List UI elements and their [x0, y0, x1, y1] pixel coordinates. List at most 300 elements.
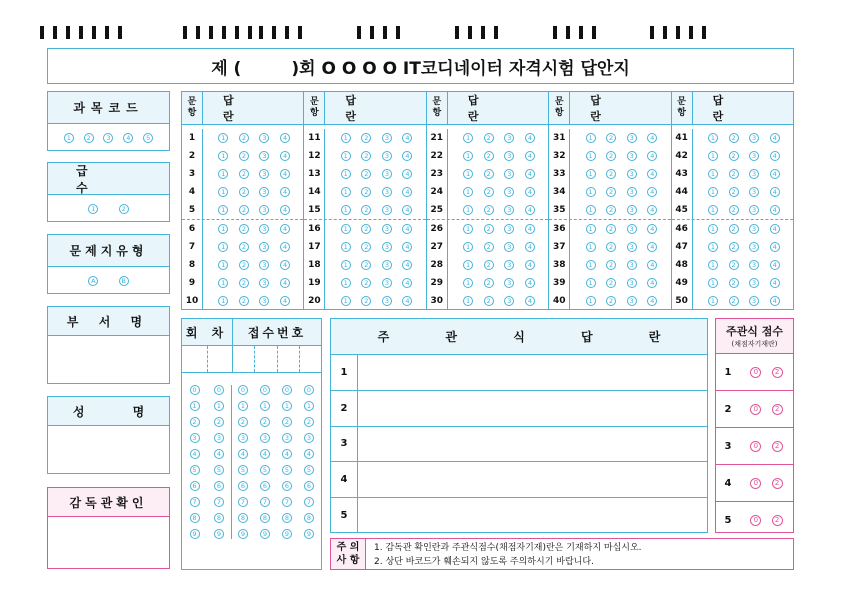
answer-bubble[interactable]: 3 — [749, 133, 759, 143]
answer-bubble[interactable]: 2 — [729, 296, 739, 306]
digit-bubble[interactable]: 8 — [304, 513, 314, 523]
answer-bubble[interactable]: 3 — [504, 151, 514, 161]
digit-bubble[interactable]: 0 — [190, 385, 200, 395]
answer-bubble[interactable]: 2 — [484, 133, 494, 143]
digit-bubble[interactable]: 6 — [304, 481, 314, 491]
answer-bubble[interactable]: 4 — [402, 187, 412, 197]
answer-bubble[interactable]: 1 — [218, 278, 228, 288]
question-number: 31 — [549, 129, 570, 147]
answer-bubble[interactable]: 1 — [218, 242, 228, 252]
answer-bubble[interactable]: 3 — [749, 169, 759, 179]
answer-bubble[interactable]: 3 — [627, 278, 637, 288]
answer-bubble[interactable]: 3 — [504, 260, 514, 270]
answer-bubble[interactable]: 3 — [382, 205, 392, 215]
answer-bubble[interactable]: 3 — [627, 205, 637, 215]
digit-bubble[interactable]: 7 — [304, 497, 314, 507]
answer-bubble[interactable]: 3 — [382, 224, 392, 234]
subjective-answer-field[interactable] — [358, 355, 707, 390]
answer-bubble[interactable]: 2 — [606, 296, 616, 306]
answer-bubble[interactable]: 1 — [218, 224, 228, 234]
answer-bubble[interactable]: 1 — [341, 296, 351, 306]
answer-bubble[interactable]: 1 — [463, 169, 473, 179]
answer-bubble[interactable]: 1 — [586, 151, 596, 161]
answer-bubble[interactable]: 3 — [749, 151, 759, 161]
answer-bubble[interactable]: 4 — [402, 278, 412, 288]
digit-bubble[interactable]: 3 — [238, 433, 248, 443]
digit-bubble[interactable]: 2 — [190, 417, 200, 427]
answer-bubble[interactable]: 1 — [463, 296, 473, 306]
answer-bubble[interactable]: 2 — [239, 169, 249, 179]
answer-bubble[interactable]: 4 — [402, 169, 412, 179]
answer-bubble[interactable]: 1 — [708, 224, 718, 234]
answer-bubble[interactable]: 4 — [280, 187, 290, 197]
subjective-answer-field[interactable] — [358, 391, 707, 426]
answer-bubble[interactable]: 1 — [586, 133, 596, 143]
answer-bubble[interactable]: 2 — [484, 151, 494, 161]
answer-bubble[interactable]: 4 — [525, 278, 535, 288]
answer-bubble[interactable]: 4 — [525, 187, 535, 197]
digit-bubble[interactable]: 4 — [238, 449, 248, 459]
answer-bubble[interactable]: 3 — [749, 224, 759, 234]
answer-bubble[interactable]: 2 — [361, 224, 371, 234]
answer-bubble[interactable]: 1 — [463, 260, 473, 270]
score-bubble[interactable]: 2 — [772, 404, 783, 415]
answer-bubble[interactable]: 3 — [259, 169, 269, 179]
digit-bubble[interactable]: 2 — [304, 417, 314, 427]
answer-bubble[interactable]: 1 — [218, 151, 228, 161]
digit-bubble[interactable]: 8 — [214, 513, 224, 523]
answer-bubble[interactable]: 2 — [484, 187, 494, 197]
score-bubble[interactable]: 2 — [772, 441, 783, 452]
answer-bubble[interactable]: 2 — [361, 169, 371, 179]
answer-bubble[interactable]: 4 — [647, 260, 657, 270]
digit-bubble[interactable]: 9 — [260, 529, 270, 539]
answer-bubble[interactable]: 2 — [239, 133, 249, 143]
answer-bubble[interactable]: 3 — [259, 296, 269, 306]
answer-bubble[interactable]: 1 — [708, 205, 718, 215]
digit-bubble[interactable]: 6 — [260, 481, 270, 491]
digit-bubble[interactable]: 6 — [214, 481, 224, 491]
answer-bubble[interactable]: 4 — [402, 260, 412, 270]
answer-bubble[interactable]: 2 — [484, 205, 494, 215]
answer-bubble[interactable]: 2 — [484, 296, 494, 306]
answer-bubble[interactable]: 4 — [402, 242, 412, 252]
answer-bubble[interactable]: 2 — [484, 169, 494, 179]
digit-bubble[interactable]: 6 — [282, 481, 292, 491]
answer-bubble[interactable]: 1 — [586, 260, 596, 270]
digit-bubble[interactable]: 1 — [260, 401, 270, 411]
digit-bubble[interactable]: 5 — [238, 465, 248, 475]
answer-bubble[interactable]: 4 — [525, 260, 535, 270]
digit-bubble[interactable]: 9 — [214, 529, 224, 539]
answer-bubble[interactable]: 3 — [382, 260, 392, 270]
answer-bubble[interactable]: 3 — [504, 187, 514, 197]
answer-bubble[interactable]: 2 — [729, 169, 739, 179]
answer-bubble[interactable]: 1 — [586, 224, 596, 234]
answer-bubble[interactable]: 4 — [647, 169, 657, 179]
answer-bubble[interactable]: 4 — [770, 151, 780, 161]
answer-bubble[interactable]: 2 — [606, 260, 616, 270]
digit-bubble[interactable]: 5 — [260, 465, 270, 475]
answer-bubble[interactable]: 4 — [770, 278, 780, 288]
digit-bubble[interactable]: 0 — [282, 385, 292, 395]
answer-bubble[interactable]: 1 — [708, 278, 718, 288]
answer-bubble[interactable]: 1 — [708, 242, 718, 252]
digit-bubble[interactable]: 9 — [190, 529, 200, 539]
answer-bubble[interactable]: 1 — [341, 260, 351, 270]
answer-bubble[interactable]: 1 — [341, 224, 351, 234]
score-row — [716, 391, 793, 428]
digit-bubble[interactable]: 3 — [214, 433, 224, 443]
answer-bubble[interactable]: 4 — [402, 151, 412, 161]
digit-bubble[interactable]: 8 — [190, 513, 200, 523]
answer-bubble[interactable]: 4 — [280, 169, 290, 179]
answer-bubble[interactable]: 3 — [504, 224, 514, 234]
digit-bubble[interactable]: 2 — [282, 417, 292, 427]
digit-bubble[interactable]: 4 — [190, 449, 200, 459]
digit-bubble[interactable]: 7 — [282, 497, 292, 507]
answer-bubble[interactable]: 1 — [463, 224, 473, 234]
answer-bubble[interactable]: 1 — [341, 205, 351, 215]
answer-bubble[interactable]: 4 — [525, 242, 535, 252]
answer-bubble[interactable]: 3 — [627, 133, 637, 143]
digit-bubble[interactable]: 1 — [238, 401, 248, 411]
answer-bubble[interactable]: 4 — [647, 151, 657, 161]
answer-bubble[interactable]: 1 — [708, 169, 718, 179]
digit-bubble[interactable]: 8 — [238, 513, 248, 523]
answer-bubble[interactable]: 4 — [770, 133, 780, 143]
answer-bubble[interactable]: 3 — [382, 242, 392, 252]
answer-bubble[interactable]: 1 — [586, 242, 596, 252]
answer-bubble[interactable]: 3 — [749, 296, 759, 306]
answer-bubble[interactable]: 3 — [259, 205, 269, 215]
answer-bubble[interactable]: 3 — [259, 242, 269, 252]
answer-bubble[interactable]: 4 — [280, 278, 290, 288]
answer-bubble[interactable]: 2 — [606, 224, 616, 234]
answer-bubble[interactable]: 4 — [770, 169, 780, 179]
answer-bubble[interactable]: 4 — [402, 205, 412, 215]
answer-bubble[interactable]: 2 — [239, 242, 249, 252]
answer-bubble[interactable]: 1 — [463, 278, 473, 288]
answer-bubble[interactable]: 1 — [586, 187, 596, 197]
answer-bubble[interactable]: 3 — [627, 224, 637, 234]
digit-bubble[interactable]: 9 — [282, 529, 292, 539]
answer-bubble[interactable]: 4 — [280, 151, 290, 161]
digit-bubble[interactable]: 0 — [214, 385, 224, 395]
answer-bubble[interactable]: 3 — [382, 151, 392, 161]
answer-bubble[interactable]: 2 — [729, 205, 739, 215]
answer-bubble[interactable]: 2 — [606, 242, 616, 252]
answer-bubble[interactable]: 4 — [647, 205, 657, 215]
answer-bubble[interactable]: 4 — [647, 242, 657, 252]
answer-bubble[interactable]: 1 — [586, 278, 596, 288]
question-number: 8 — [182, 256, 203, 274]
answer-bubble[interactable]: 3 — [504, 169, 514, 179]
answer-bubble[interactable]: 2 — [729, 187, 739, 197]
answer-bubble[interactable]: 1 — [708, 187, 718, 197]
answer-bubble[interactable]: 4 — [647, 187, 657, 197]
answer-bubble[interactable]: 1 — [463, 133, 473, 143]
digit-bubble[interactable]: 0 — [304, 385, 314, 395]
answer-row — [427, 292, 548, 310]
answer-bubble[interactable]: 1 — [341, 169, 351, 179]
digit-bubble[interactable]: 1 — [304, 401, 314, 411]
answer-bubble[interactable]: 4 — [770, 242, 780, 252]
answer-bubble[interactable]: 2 — [729, 133, 739, 143]
digit-bubble[interactable]: 7 — [260, 497, 270, 507]
answer-bubble[interactable]: 4 — [525, 169, 535, 179]
answer-bubble[interactable]: 1 — [218, 133, 228, 143]
grade-option-bubble[interactable]: 1 — [88, 204, 98, 214]
answer-bubble[interactable]: 1 — [341, 133, 351, 143]
answer-bubble[interactable]: 2 — [606, 151, 616, 161]
answer-bubble[interactable]: 4 — [525, 151, 535, 161]
answer-bubble[interactable]: 4 — [402, 296, 412, 306]
answer-bubble[interactable]: 3 — [504, 133, 514, 143]
digit-bubble[interactable]: 2 — [238, 417, 248, 427]
notes-item-1: 1. 감독관 확인란과 주관식점수(채점자기재)란은 기재하지 마십시오. — [374, 543, 642, 553]
answer-row — [549, 129, 670, 147]
answer-bubble[interactable]: 3 — [504, 205, 514, 215]
answer-bubble[interactable]: 2 — [239, 205, 249, 215]
subject-code-option-bubble[interactable]: 3 — [103, 133, 113, 143]
answer-bubble[interactable]: 3 — [627, 151, 637, 161]
answer-bubble[interactable]: 1 — [218, 169, 228, 179]
answer-bubble[interactable]: 2 — [361, 187, 371, 197]
answer-bubble[interactable]: 2 — [361, 205, 371, 215]
score-bubble[interactable]: 0 — [750, 367, 761, 378]
answer-bubble[interactable]: 2 — [484, 224, 494, 234]
round-digit-column — [182, 385, 207, 539]
subjective-answer-field[interactable] — [358, 498, 707, 533]
digit-bubble[interactable]: 9 — [238, 529, 248, 539]
answer-bubble[interactable]: 2 — [361, 296, 371, 306]
answer-bubble[interactable]: 3 — [259, 133, 269, 143]
department-field[interactable] — [48, 336, 169, 384]
answer-bubble[interactable]: 3 — [382, 296, 392, 306]
digit-bubble[interactable]: 1 — [214, 401, 224, 411]
score-bubble[interactable]: 2 — [772, 367, 783, 378]
score-bubble[interactable]: 0 — [750, 404, 761, 415]
answer-bubble[interactable]: 4 — [525, 133, 535, 143]
answer-bubble[interactable]: 3 — [749, 205, 759, 215]
score-bubble[interactable]: 2 — [772, 478, 783, 489]
digit-bubble[interactable]: 4 — [214, 449, 224, 459]
digit-bubble[interactable]: 5 — [304, 465, 314, 475]
digit-bubble[interactable]: 7 — [238, 497, 248, 507]
answer-bubble[interactable]: 3 — [382, 169, 392, 179]
answer-bubble[interactable]: 3 — [504, 242, 514, 252]
answer-bubble[interactable]: 1 — [218, 296, 228, 306]
answer-bubble[interactable]: 2 — [606, 205, 616, 215]
score-bubble[interactable]: 0 — [750, 441, 761, 452]
answer-bubble[interactable]: 2 — [361, 260, 371, 270]
answer-bubble[interactable]: 4 — [280, 242, 290, 252]
digit-bubble[interactable]: 8 — [260, 513, 270, 523]
digit-bubble[interactable]: 3 — [260, 433, 270, 443]
digit-bubble[interactable]: 5 — [282, 465, 292, 475]
digit-bubble[interactable]: 7 — [190, 497, 200, 507]
digit-bubble[interactable]: 1 — [190, 401, 200, 411]
question-number: 15 — [304, 201, 325, 219]
answer-bubble[interactable]: 3 — [504, 296, 514, 306]
subject-code-option-bubble[interactable]: 4 — [123, 133, 133, 143]
answer-bubble[interactable]: 3 — [749, 278, 759, 288]
answer-bubble[interactable]: 3 — [259, 224, 269, 234]
digit-bubble[interactable]: 3 — [282, 433, 292, 443]
subject-code-option-bubble[interactable]: 2 — [84, 133, 94, 143]
answer-bubble[interactable]: 2 — [729, 260, 739, 270]
question-number: 5 — [182, 201, 203, 219]
answer-row — [672, 219, 793, 238]
answer-bubble[interactable]: 2 — [239, 224, 249, 234]
answer-bubble[interactable]: 2 — [606, 133, 616, 143]
digit-bubble[interactable]: 4 — [304, 449, 314, 459]
answer-bubble[interactable]: 3 — [627, 169, 637, 179]
answer-bubble[interactable]: 2 — [606, 278, 616, 288]
answer-bubble[interactable]: 1 — [463, 205, 473, 215]
answer-bubble[interactable]: 1 — [463, 242, 473, 252]
answer-bubble[interactable]: 3 — [259, 260, 269, 270]
subjective-answer-field[interactable] — [358, 462, 707, 497]
answer-bubble[interactable]: 2 — [729, 242, 739, 252]
digit-bubble[interactable]: 8 — [282, 513, 292, 523]
answer-bubble[interactable]: 1 — [341, 187, 351, 197]
answer-bubble[interactable]: 4 — [402, 133, 412, 143]
answer-bubble[interactable]: 2 — [239, 260, 249, 270]
question-number: 28 — [427, 256, 448, 274]
score-bubble[interactable]: 0 — [750, 478, 761, 489]
grade-option-bubble[interactable]: 2 — [119, 204, 129, 214]
digit-bubble[interactable]: 5 — [214, 465, 224, 475]
answer-bubble[interactable]: 1 — [708, 296, 718, 306]
score-bubble[interactable]: 2 — [772, 515, 783, 526]
answer-bubble[interactable]: 3 — [749, 187, 759, 197]
answer-bubble[interactable]: 2 — [606, 169, 616, 179]
answer-bubble[interactable]: 1 — [341, 278, 351, 288]
answer-bubble[interactable]: 3 — [749, 242, 759, 252]
answer-bubble[interactable]: 2 — [239, 296, 249, 306]
answer-bubble[interactable]: 2 — [361, 151, 371, 161]
answer-bubble[interactable]: 4 — [647, 278, 657, 288]
digit-bubble[interactable]: 5 — [190, 465, 200, 475]
answer-bubble[interactable]: 4 — [280, 260, 290, 270]
answer-bubble[interactable]: 2 — [729, 151, 739, 161]
answer-bubble[interactable]: 3 — [749, 260, 759, 270]
answer-bubble[interactable]: 2 — [484, 278, 494, 288]
digit-bubble[interactable]: 6 — [190, 481, 200, 491]
answer-bubble[interactable]: 2 — [239, 151, 249, 161]
answer-bubble[interactable]: 4 — [402, 224, 412, 234]
answer-bubble[interactable]: 1 — [341, 151, 351, 161]
answer-bubble[interactable]: 2 — [361, 133, 371, 143]
answer-bubble[interactable]: 3 — [627, 296, 637, 306]
answer-bubble[interactable]: 2 — [239, 187, 249, 197]
answer-bubble[interactable]: 3 — [382, 133, 392, 143]
answer-bubble[interactable]: 1 — [218, 205, 228, 215]
digit-bubble[interactable]: 3 — [304, 433, 314, 443]
answer-bubble[interactable]: 1 — [463, 151, 473, 161]
answer-row — [182, 238, 303, 256]
digit-bubble[interactable]: 7 — [214, 497, 224, 507]
digit-bubble[interactable]: 0 — [238, 385, 248, 395]
answer-bubble[interactable]: 4 — [525, 296, 535, 306]
answer-bubble[interactable]: 3 — [627, 187, 637, 197]
subject-code-option-bubble[interactable]: 1 — [64, 133, 74, 143]
receipt-digit-column — [254, 385, 276, 539]
answer-bubble[interactable]: 1 — [463, 187, 473, 197]
answer-bubble[interactable]: 3 — [627, 260, 637, 270]
answer-bubble[interactable]: 4 — [525, 205, 535, 215]
digit-bubble[interactable]: 6 — [238, 481, 248, 491]
answer-bubble[interactable]: 2 — [484, 242, 494, 252]
answer-bubble[interactable]: 4 — [770, 187, 780, 197]
answer-bubble[interactable]: 1 — [218, 260, 228, 270]
problem-type-option-bubble[interactable]: B — [119, 276, 129, 286]
answer-bubble[interactable]: 2 — [606, 187, 616, 197]
answer-bubble[interactable]: 4 — [647, 133, 657, 143]
score-bubble[interactable]: 0 — [750, 515, 761, 526]
answer-bubble[interactable]: 1 — [586, 205, 596, 215]
digit-bubble[interactable]: 4 — [260, 449, 270, 459]
digit-bubble[interactable]: 3 — [190, 433, 200, 443]
answer-bubble[interactable]: 3 — [382, 278, 392, 288]
answer-bubble[interactable]: 1 — [708, 260, 718, 270]
subjective-answer-field[interactable] — [358, 427, 707, 462]
answer-bubble[interactable]: 3 — [382, 187, 392, 197]
answer-bubble[interactable]: 3 — [504, 278, 514, 288]
answer-bubble[interactable]: 2 — [361, 278, 371, 288]
answer-bubble[interactable]: 4 — [770, 296, 780, 306]
answer-bubble[interactable]: 2 — [361, 242, 371, 252]
answer-bubble[interactable]: 4 — [770, 205, 780, 215]
answer-bubble[interactable]: 4 — [647, 224, 657, 234]
digit-bubble[interactable]: 1 — [282, 401, 292, 411]
digit-bubble[interactable]: 9 — [304, 529, 314, 539]
subject-code-option-bubble[interactable]: 5 — [143, 133, 153, 143]
name-field[interactable] — [48, 426, 169, 474]
answer-bubble[interactable]: 4 — [280, 224, 290, 234]
answer-bubble[interactable]: 2 — [239, 278, 249, 288]
digit-bubble[interactable]: 2 — [214, 417, 224, 427]
answer-bubble[interactable]: 1 — [586, 296, 596, 306]
answer-bubble[interactable]: 4 — [770, 260, 780, 270]
answer-bubble[interactable]: 4 — [525, 224, 535, 234]
answer-bubble[interactable]: 3 — [259, 151, 269, 161]
answer-bubble[interactable]: 2 — [729, 224, 739, 234]
digit-bubble[interactable]: 0 — [260, 385, 270, 395]
answer-bubble[interactable]: 4 — [770, 224, 780, 234]
answer-bubble[interactable]: 1 — [341, 242, 351, 252]
answer-bubble[interactable]: 1 — [218, 187, 228, 197]
answer-bubble[interactable]: 1 — [586, 169, 596, 179]
answer-bubble[interactable]: 3 — [259, 278, 269, 288]
problem-type-option-bubble[interactable]: A — [88, 276, 98, 286]
digit-bubble[interactable]: 2 — [260, 417, 270, 427]
answer-bubble[interactable]: 2 — [729, 278, 739, 288]
answer-bubble[interactable]: 1 — [708, 133, 718, 143]
answer-bubble[interactable]: 1 — [708, 151, 718, 161]
answer-bubble[interactable]: 3 — [627, 242, 637, 252]
answer-bubble[interactable]: 4 — [647, 296, 657, 306]
answer-bubble[interactable]: 4 — [280, 133, 290, 143]
answer-row — [427, 274, 548, 292]
answer-bubble[interactable]: 3 — [259, 187, 269, 197]
answer-bubble[interactable]: 4 — [280, 205, 290, 215]
digit-bubble[interactable]: 4 — [282, 449, 292, 459]
answer-bubble[interactable]: 2 — [484, 260, 494, 270]
answer-bubble[interactable]: 4 — [280, 296, 290, 306]
